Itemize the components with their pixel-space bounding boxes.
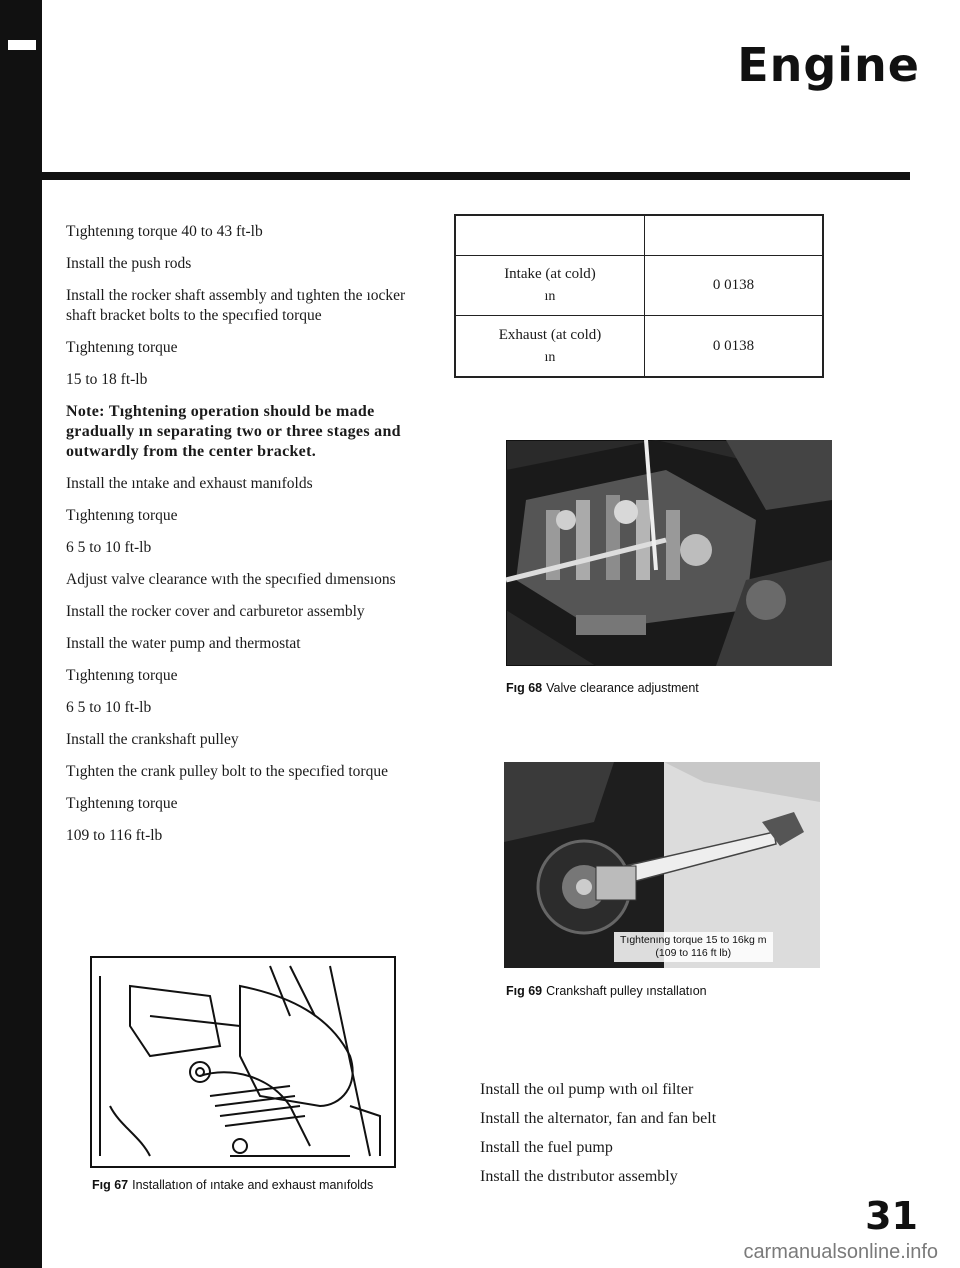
page-spine-bar: [0, 0, 42, 1268]
note-paragraph: Note: Tıghtening operation should be made gradually ın separating two or three stages and outwardly from the center bracket.: [66, 403, 401, 460]
text-line: Install the water pump and thermostat: [66, 635, 301, 652]
text-line: Install the rocker shaft assembly and tıghten the ıocker shaft bracket bolts to the specıfied torque: [66, 287, 406, 324]
text-line: Tıghten the crank pulley bolt to the specıfied torque: [66, 763, 388, 780]
text-line: Tıghtenıng torque: [66, 339, 178, 356]
fig68-caption-text: Valve clearance adjustment: [546, 681, 699, 695]
fig67-caption-text: Installatıon of ıntake and exhaust manıfolds: [132, 1178, 374, 1192]
page-number: 31: [865, 1194, 918, 1238]
fig69-caption-text: Crankshaft pulley ınstallatıon: [546, 984, 707, 998]
table-label-cell: [455, 316, 645, 377]
fig69-caption: [506, 984, 707, 998]
table-value-cell: 0 0138: [645, 316, 824, 377]
table-label-cell: [455, 255, 645, 316]
text-line: Tıghtenıng torque 40 to 43 ft-lb: [66, 223, 263, 240]
table-row: [455, 255, 823, 316]
text-line: Install the rocker cover and carburetor assembly: [66, 603, 365, 620]
text-line: Install the crankshaft pulley: [66, 731, 239, 748]
text-line: 15 to 18 ft-lb: [66, 371, 148, 388]
left-column-text: [66, 222, 422, 858]
right-column-steps: [480, 1080, 900, 1196]
fig67-caption: [92, 1178, 373, 1192]
text-line: Tıghtenıng torque: [66, 795, 178, 812]
row-unit: ın: [544, 349, 556, 365]
list-item: Install the alternator, fan and fan belt: [480, 1110, 717, 1127]
text-line: Install the ıntake and exhaust manıfolds: [66, 475, 313, 492]
valve-engine-photo: [506, 440, 832, 666]
list-item: Install the oıl pump wıth oıl filter: [480, 1081, 694, 1098]
fig69-photo: [504, 762, 820, 968]
manifold-installation-drawing: [90, 956, 396, 1168]
row-unit: ın: [544, 288, 556, 304]
text-line: 6 5 to 10 ft-lb: [66, 699, 152, 716]
text-line: 6 5 to 10 ft-lb: [66, 539, 152, 556]
section-title: Engine: [737, 38, 920, 92]
list-item: Install the fuel pump: [480, 1139, 613, 1156]
fig69-torque-label: [614, 932, 773, 962]
spine-notch: [8, 40, 36, 50]
torque-label-line2: (109 to 116 ft lb): [655, 947, 732, 959]
list-item: Install the dıstrıbutor assembly: [480, 1168, 678, 1185]
row-label: Exhaust (at cold): [498, 326, 602, 343]
table-header-row: [455, 215, 823, 255]
fig67-number: Fıg 67: [92, 1178, 129, 1192]
fig68-number: Fıg 68: [506, 681, 543, 695]
table-value-cell: 0 0138: [645, 255, 824, 316]
fig68-caption: [506, 681, 699, 695]
table-header-cell: [645, 215, 824, 255]
fig67-drawing: [90, 956, 396, 1168]
table-header-cell: [455, 215, 645, 255]
valve-clearance-table: [454, 214, 824, 378]
torque-label-line1: Tıghtenıng torque 15 to 16kg m: [620, 934, 767, 946]
row-label: Intake (at cold): [504, 265, 596, 282]
text-line: Install the push rods: [66, 255, 192, 272]
fig69-number: Fıg 69: [506, 984, 543, 998]
text-line: 109 to 116 ft-lb: [66, 827, 163, 844]
text-line: Tıghtenıng torque: [66, 667, 178, 684]
watermark: carmanualsonline.info: [743, 1241, 938, 1263]
table-row: [455, 316, 823, 377]
text-line: Adjust valve clearance wıth the specıfied dımensıons: [66, 571, 396, 588]
text-line: Tıghtenıng torque: [66, 507, 178, 524]
fig68-photo: [506, 440, 832, 666]
header-rule: [42, 172, 910, 180]
